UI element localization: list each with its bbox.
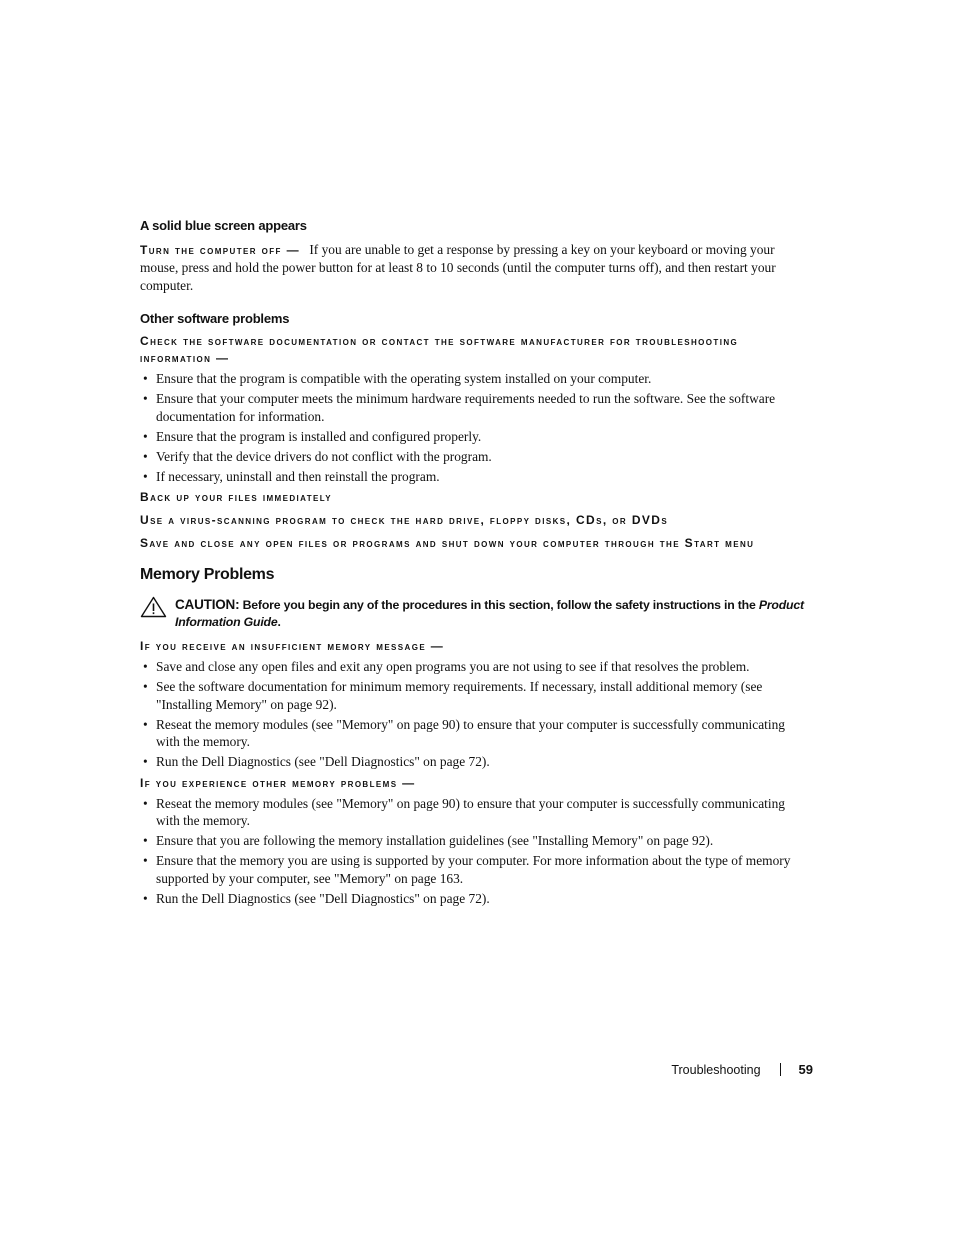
caution-note — [140, 596, 812, 631]
page-footer — [671, 1062, 813, 1077]
heading-memory-problems: Memory Problems — [140, 566, 275, 583]
insufficient-memory-list — [140, 658, 812, 771]
caution-label: CAUTION: — [175, 597, 240, 612]
list-item: • Run the Dell Diagnostics (see "Dell Diagnostics" on page 72). — [140, 753, 812, 771]
other-software-list — [140, 370, 812, 485]
other-software-action-4: Save and close any open files or programs and shut down your computer through the Start menu — [140, 536, 755, 550]
caution-end: . — [277, 615, 281, 629]
other-software-action-3: Use a virus-scanning program to check the hard drive, floppy disks, CDs, or DVDs — [140, 513, 669, 527]
caution-text — [175, 596, 812, 631]
list-item: • Ensure that the program is installed and configured properly. — [140, 428, 812, 446]
heading-blue-screen: A solid blue screen appears — [140, 218, 307, 233]
blue-screen-action: Turn the computer off — — [140, 243, 300, 257]
list-item: • Reseat the memory modules (see "Memory" on page 90) to ensure that your computer is successfully communicating with the memory. — [140, 795, 812, 830]
list-item: • See the software documentation for minimum memory requirements. If necessary, install additional memory (see "Installing Memory" on page 92). — [140, 678, 812, 713]
list-item: • Ensure that you are following the memory installation guidelines (see "Installing Memory" on page 92). — [140, 832, 812, 850]
page-number: 59 — [798, 1062, 813, 1077]
list-item: • Save and close any open files and exit any open programs you are not using to see if that resolves the problem. — [140, 658, 812, 676]
insufficient-memory-heading: If you receive an insufficient memory message — — [140, 639, 445, 653]
caution-body: Before you begin any of the procedures in this section, follow the safety instructions in the — [242, 598, 756, 612]
list-item: • Reseat the memory modules (see "Memory" on page 90) to ensure that your computer is successfully communicating with the memory. — [140, 716, 812, 751]
list-item: • If necessary, uninstall and then reinstall the program. — [140, 468, 812, 486]
list-item: • Run the Dell Diagnostics (see "Dell Diagnostics" on page 72). — [140, 890, 812, 908]
other-software-action-1: Check the software documentation or contact the software manufacturer for troubleshooting information — — [140, 334, 739, 365]
page-content — [140, 218, 812, 910]
heading-other-software: Other software problems — [140, 311, 290, 326]
warning-triangle-icon — [140, 596, 167, 623]
blue-screen-text: If you are unable to get a response by pressing a key on your keyboard or moving your mouse, press and hold the power button for at least 8 to 10 seconds (until the computer turns off), and then restart your computer. — [140, 242, 776, 293]
blue-screen-paragraph — [140, 241, 812, 294]
caution-guide-title: Product Information Guide — [175, 598, 804, 629]
list-item: • Verify that the device drivers do not conflict with the program. — [140, 448, 812, 466]
footer-divider — [780, 1063, 781, 1076]
other-software-action-2: Back up your files immediately — [140, 490, 333, 504]
other-memory-list — [140, 795, 812, 908]
list-item: • Ensure that the memory you are using is supported by your computer. For more information about the type of memory supported by your computer, see "Memory" on page 163. — [140, 852, 812, 887]
footer-chapter: Troubleshooting — [671, 1062, 761, 1077]
list-item: • Ensure that the program is compatible with the operating system installed on your computer. — [140, 370, 812, 388]
list-item: • Ensure that your computer meets the minimum hardware requirements needed to run the software. See the software documentation for information. — [140, 390, 812, 425]
other-memory-heading: If you experience other memory problems — — [140, 775, 416, 790]
